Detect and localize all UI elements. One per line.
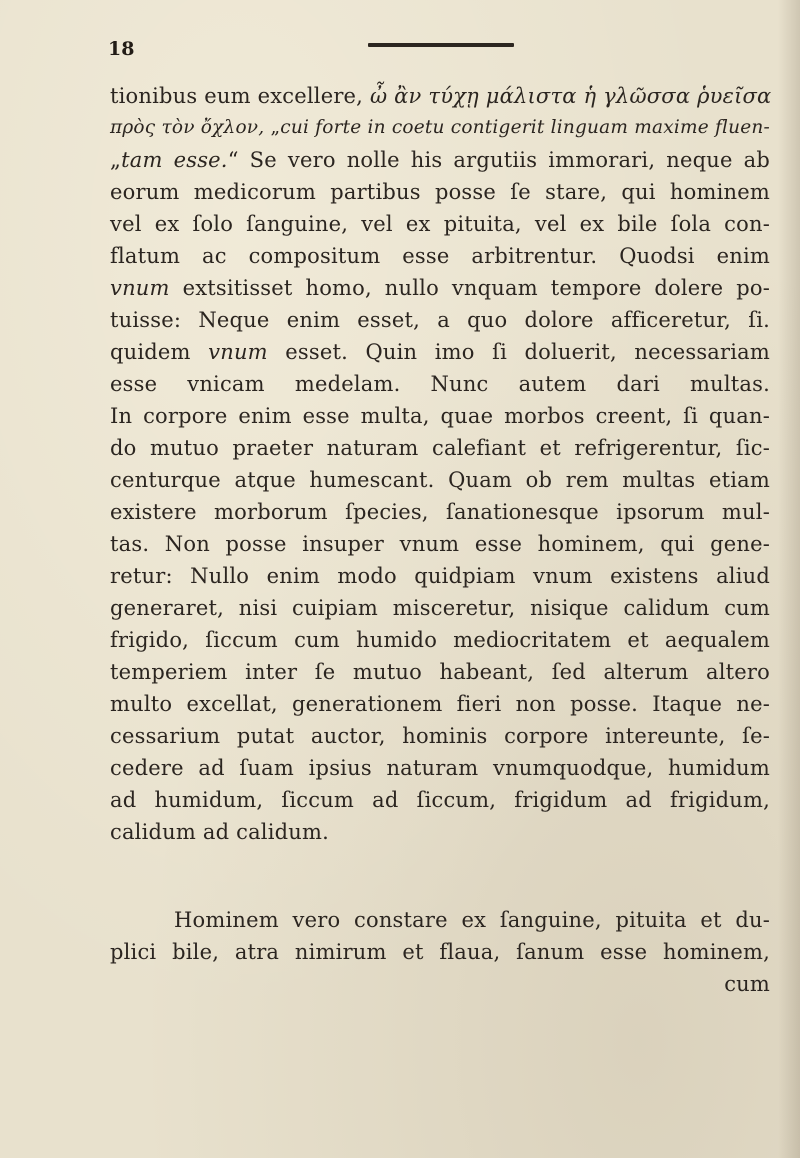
text-line — [110, 936, 770, 968]
text-line — [110, 80, 770, 112]
text-line — [110, 304, 770, 336]
text-segment: eorum medicorum partibus posse ſe stare, qui hominem — [110, 180, 770, 204]
text-segment: existere morborum ſpecies, ſanationesque ipsorum mul- — [110, 500, 770, 524]
italic-text: vnum — [110, 276, 170, 300]
text-segment: generaret, nisi cuipiam misceretur, nisique calidum cum — [110, 596, 770, 620]
paragraph — [110, 904, 770, 1000]
text-segment: Hominem vero constare ex ſanguine, pituita et du- — [174, 908, 770, 932]
text-segment: tionibus eum excellere, — [110, 84, 370, 108]
text-line — [110, 208, 770, 240]
page-edge-shadow — [778, 0, 800, 1158]
text-segment: cum — [724, 972, 770, 996]
text-segment: flatum ac compositum esse arbitrentur. Quodsi enim — [110, 244, 770, 268]
text-line — [110, 400, 770, 432]
text-segment: tas. Non posse insuper vnum esse hominem, qui gene- — [110, 532, 770, 556]
text-segment: esset. Quin imo ſi doluerit, necessariam — [267, 340, 770, 364]
text-line — [110, 240, 770, 272]
italic-text: ὦ ἂν τύχῃ μάλιστα ἡ γλῶσσα ῥυεῖσα — [369, 84, 772, 108]
text-line — [110, 904, 770, 936]
text-line — [110, 144, 770, 176]
text-line — [110, 496, 770, 528]
text-line — [110, 336, 770, 368]
page-number: 18 — [108, 38, 135, 60]
text-line — [110, 816, 770, 848]
text-segment: „ — [110, 148, 122, 172]
text-segment: In corpore enim esse multa, quae morbos creent, ſi quan- — [110, 404, 770, 428]
text-segment: do mutuo praeter naturam calefiant et refrigerentur, ſic- — [110, 436, 770, 460]
text-segment: calidum ad calidum. — [110, 820, 329, 844]
text-line — [110, 464, 770, 496]
text-segment: tuisse: Neque enim esset, a quo dolore afficeretur, ſi. — [110, 308, 770, 332]
text-segment: retur: Nullo enim modo quidpiam vnum existens aliud — [110, 564, 770, 588]
text-line — [110, 176, 770, 208]
text-line — [110, 272, 770, 304]
text-line — [110, 752, 770, 784]
text-line — [110, 784, 770, 816]
text-body — [110, 80, 770, 1000]
text-segment: quidem — [110, 340, 209, 364]
text-line — [110, 624, 770, 656]
text-line — [110, 528, 770, 560]
paragraph-gap — [110, 848, 770, 904]
text-line — [110, 112, 770, 144]
paragraph — [110, 80, 770, 848]
text-line — [110, 368, 770, 400]
text-segment: esse vnicam medelam. Nunc autem dari multas. — [110, 372, 770, 396]
text-segment: ad humidum, ſiccum ad ſiccum, frigidum ad frigidum, — [110, 788, 770, 812]
italic-text: tam esse. — [121, 148, 228, 172]
text-segment: “ Se vero nolle his argutiis immorari, neque ab — [227, 148, 770, 172]
text-segment: frigido, ſiccum cum humido mediocritatem et aequalem — [110, 628, 770, 652]
header-rule — [368, 43, 514, 47]
text-segment: multo excellat, generationem fieri non posse. Itaque ne- — [110, 692, 770, 716]
text-line — [110, 432, 770, 464]
text-line — [110, 688, 770, 720]
text-line — [110, 592, 770, 624]
italic-text: cui forte in coetu contigerit linguam maxime fluen- — [280, 117, 770, 138]
text-segment: cessarium putat auctor, hominis corpore intereunte, ſe- — [110, 724, 770, 748]
italic-text: πρὸς τὸν ὄχλον, — [110, 117, 271, 138]
text-segment: plici bile, atra nimirum et flaua, ſanum esse hominem, — [110, 940, 770, 964]
text-segment: extsitisset homo, nullo vnquam tempore dolere po- — [169, 276, 770, 300]
text-segment: temperiem inter ſe mutuo habeant, ſed alterum altero — [110, 660, 770, 684]
text-segment: centurque atque humescant. Quam ob rem multas etiam — [110, 468, 770, 492]
text-line — [110, 720, 770, 752]
text-line — [110, 656, 770, 688]
italic-text: vnum — [208, 340, 268, 364]
text-segment: „ — [270, 117, 281, 138]
text-segment: cedere ad ſuam ipsius naturam vnumquodque, humidum — [110, 756, 770, 780]
text-line — [110, 560, 770, 592]
text-line — [110, 968, 770, 1000]
text-segment: vel ex ſolo ſanguine, vel ex pituita, vel ex bile ſola con- — [110, 212, 770, 236]
